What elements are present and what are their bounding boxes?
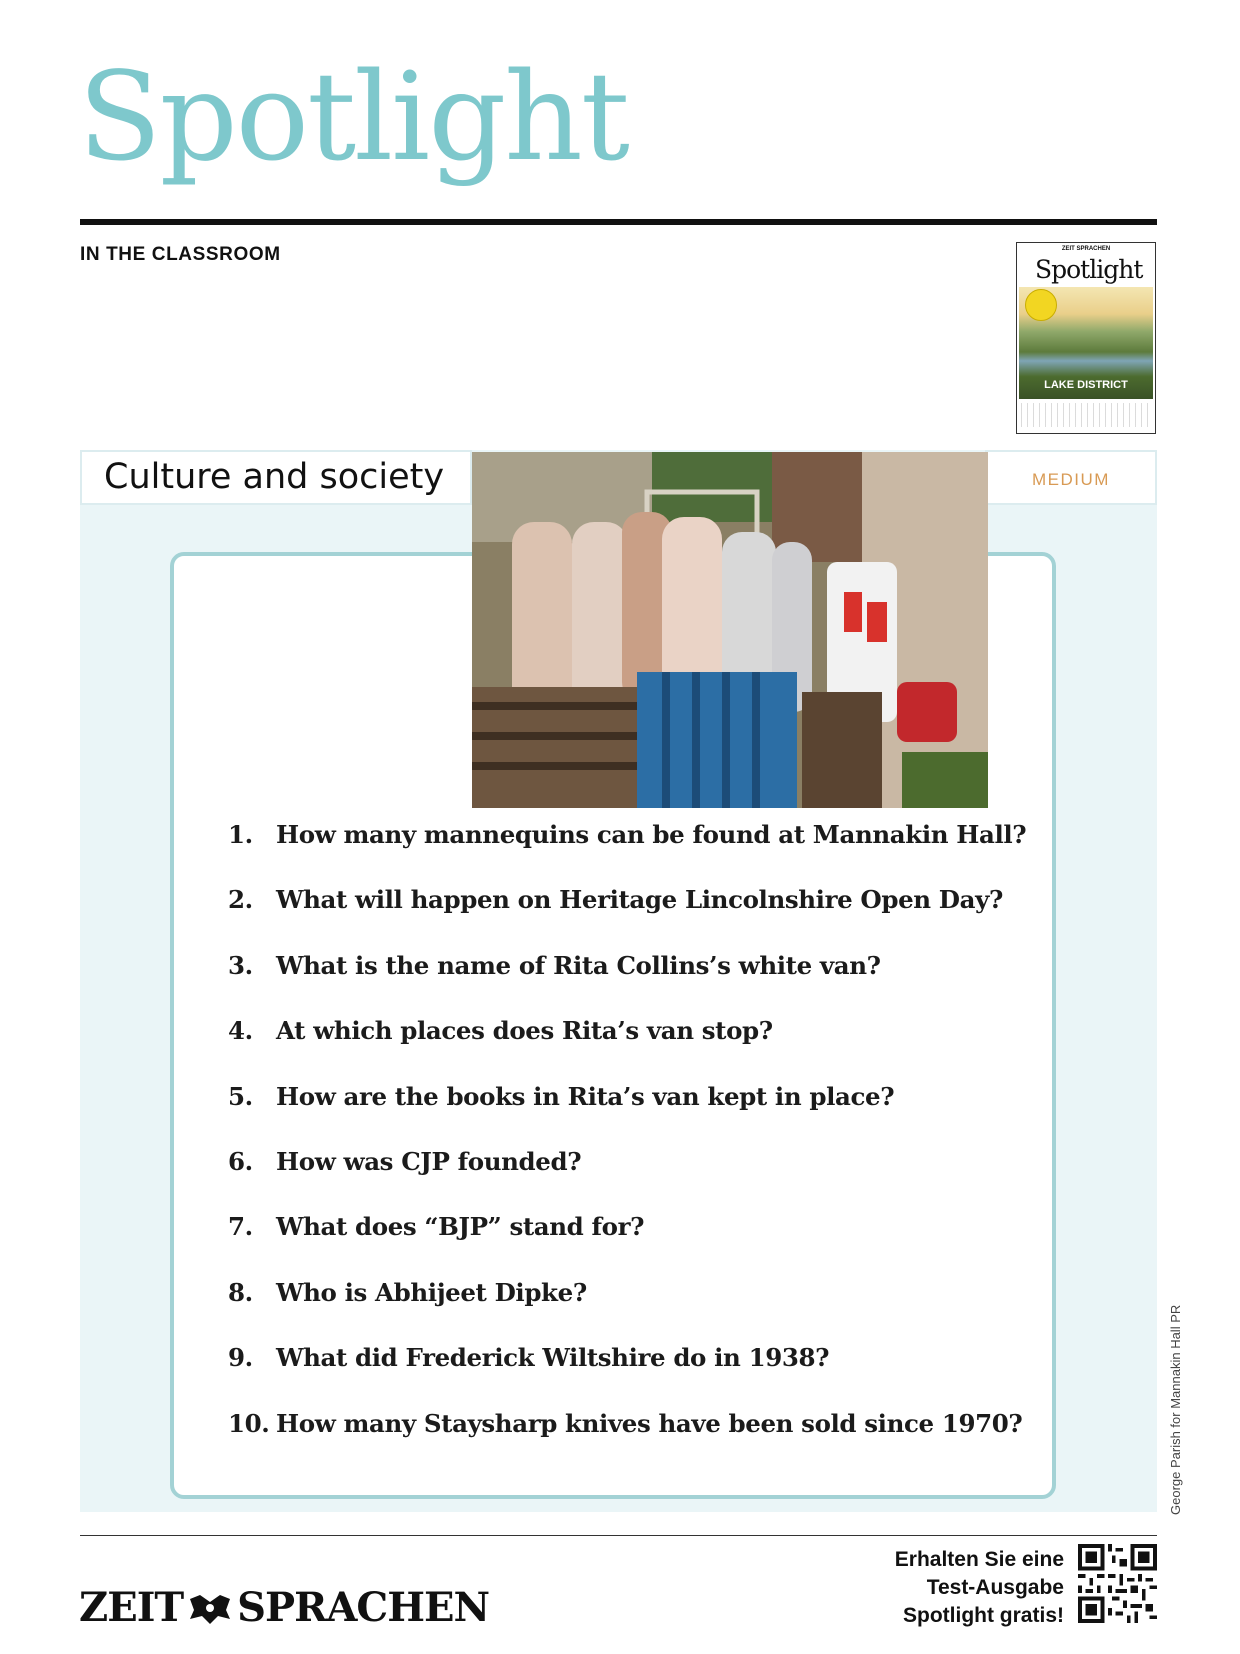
bottom-rule [80,1535,1157,1536]
cover-footer [1021,403,1151,427]
question-list [228,820,1028,1474]
question-text: What is the name of Rita Collins’s white van? [276,950,881,980]
question-text: What does “BJP” stand for? [276,1212,645,1242]
question-number: 4. [228,1016,253,1046]
cover-headline: LAKE DISTRICT [1044,379,1128,391]
photo-illustration [472,452,988,808]
question-number: 8. [228,1277,253,1307]
mannequins-photo [472,452,988,808]
question-item [228,1409,1028,1474]
question-text: How was CJP founded? [276,1146,582,1176]
question-number: 1. [228,820,253,849]
qr-code-icon[interactable] [1078,1544,1157,1623]
question-text: What did Frederick Wiltshire do in 1938? [276,1343,830,1373]
question-item [228,1212,1028,1277]
brand-title: Spotlight [78,46,628,188]
question-number: 6. [228,1146,253,1176]
question-text: Who is Abhijeet Dipke? [276,1277,587,1307]
panel-heading: Culture and society [104,457,445,497]
question-number: 10. [228,1408,270,1438]
question-number: 7. [228,1212,253,1242]
eagle-emblem-icon [187,1593,233,1625]
question-text: How many Staysharp knives have been sold since 1970? [276,1408,1023,1438]
question-text: How are the books in Rita’s van kept in place? [276,1081,895,1111]
cover-title: Spotlight [1035,255,1143,284]
question-number: 9. [228,1343,253,1373]
question-item [228,1343,1028,1408]
cta-line: Spotlight gratis! [903,1604,1064,1627]
magazine-cover [1016,242,1156,434]
question-text: At which places does Rita’s van stop? [276,1016,773,1046]
photo-credit: George Parish for Mannakin Hall PR [1168,1304,1183,1515]
cover-sticker [1025,289,1057,321]
logo-word-left: ZEIT [79,1584,184,1631]
section-label: IN THE CLASSROOM [80,244,281,265]
level-badge: MEDIUM [1032,470,1110,489]
question-item [228,885,1028,950]
cta-line: Test-Ausgabe [926,1576,1064,1599]
publisher-logo [79,1584,489,1631]
cta-line: Erhalten Sie eine [894,1548,1064,1571]
question-number: 5. [228,1081,253,1111]
question-text: How many mannequins can be found at Mannakin Hall? [276,820,1027,849]
question-item [228,1147,1028,1212]
question-item [228,1016,1028,1081]
top-rule [80,219,1157,225]
question-item [228,951,1028,1016]
question-item [228,1082,1028,1147]
question-item [228,1278,1028,1343]
question-text: What will happen on Heritage Lincolnshire Open Day? [276,885,1003,915]
cover-masthead: ZEIT SPRACHEN [1061,246,1111,252]
question-item [228,820,1028,885]
logo-word-right: SPRACHEN [237,1584,490,1631]
question-number: 3. [228,950,253,980]
trial-offer-text[interactable] [840,1546,1064,1630]
question-number: 2. [228,885,253,915]
